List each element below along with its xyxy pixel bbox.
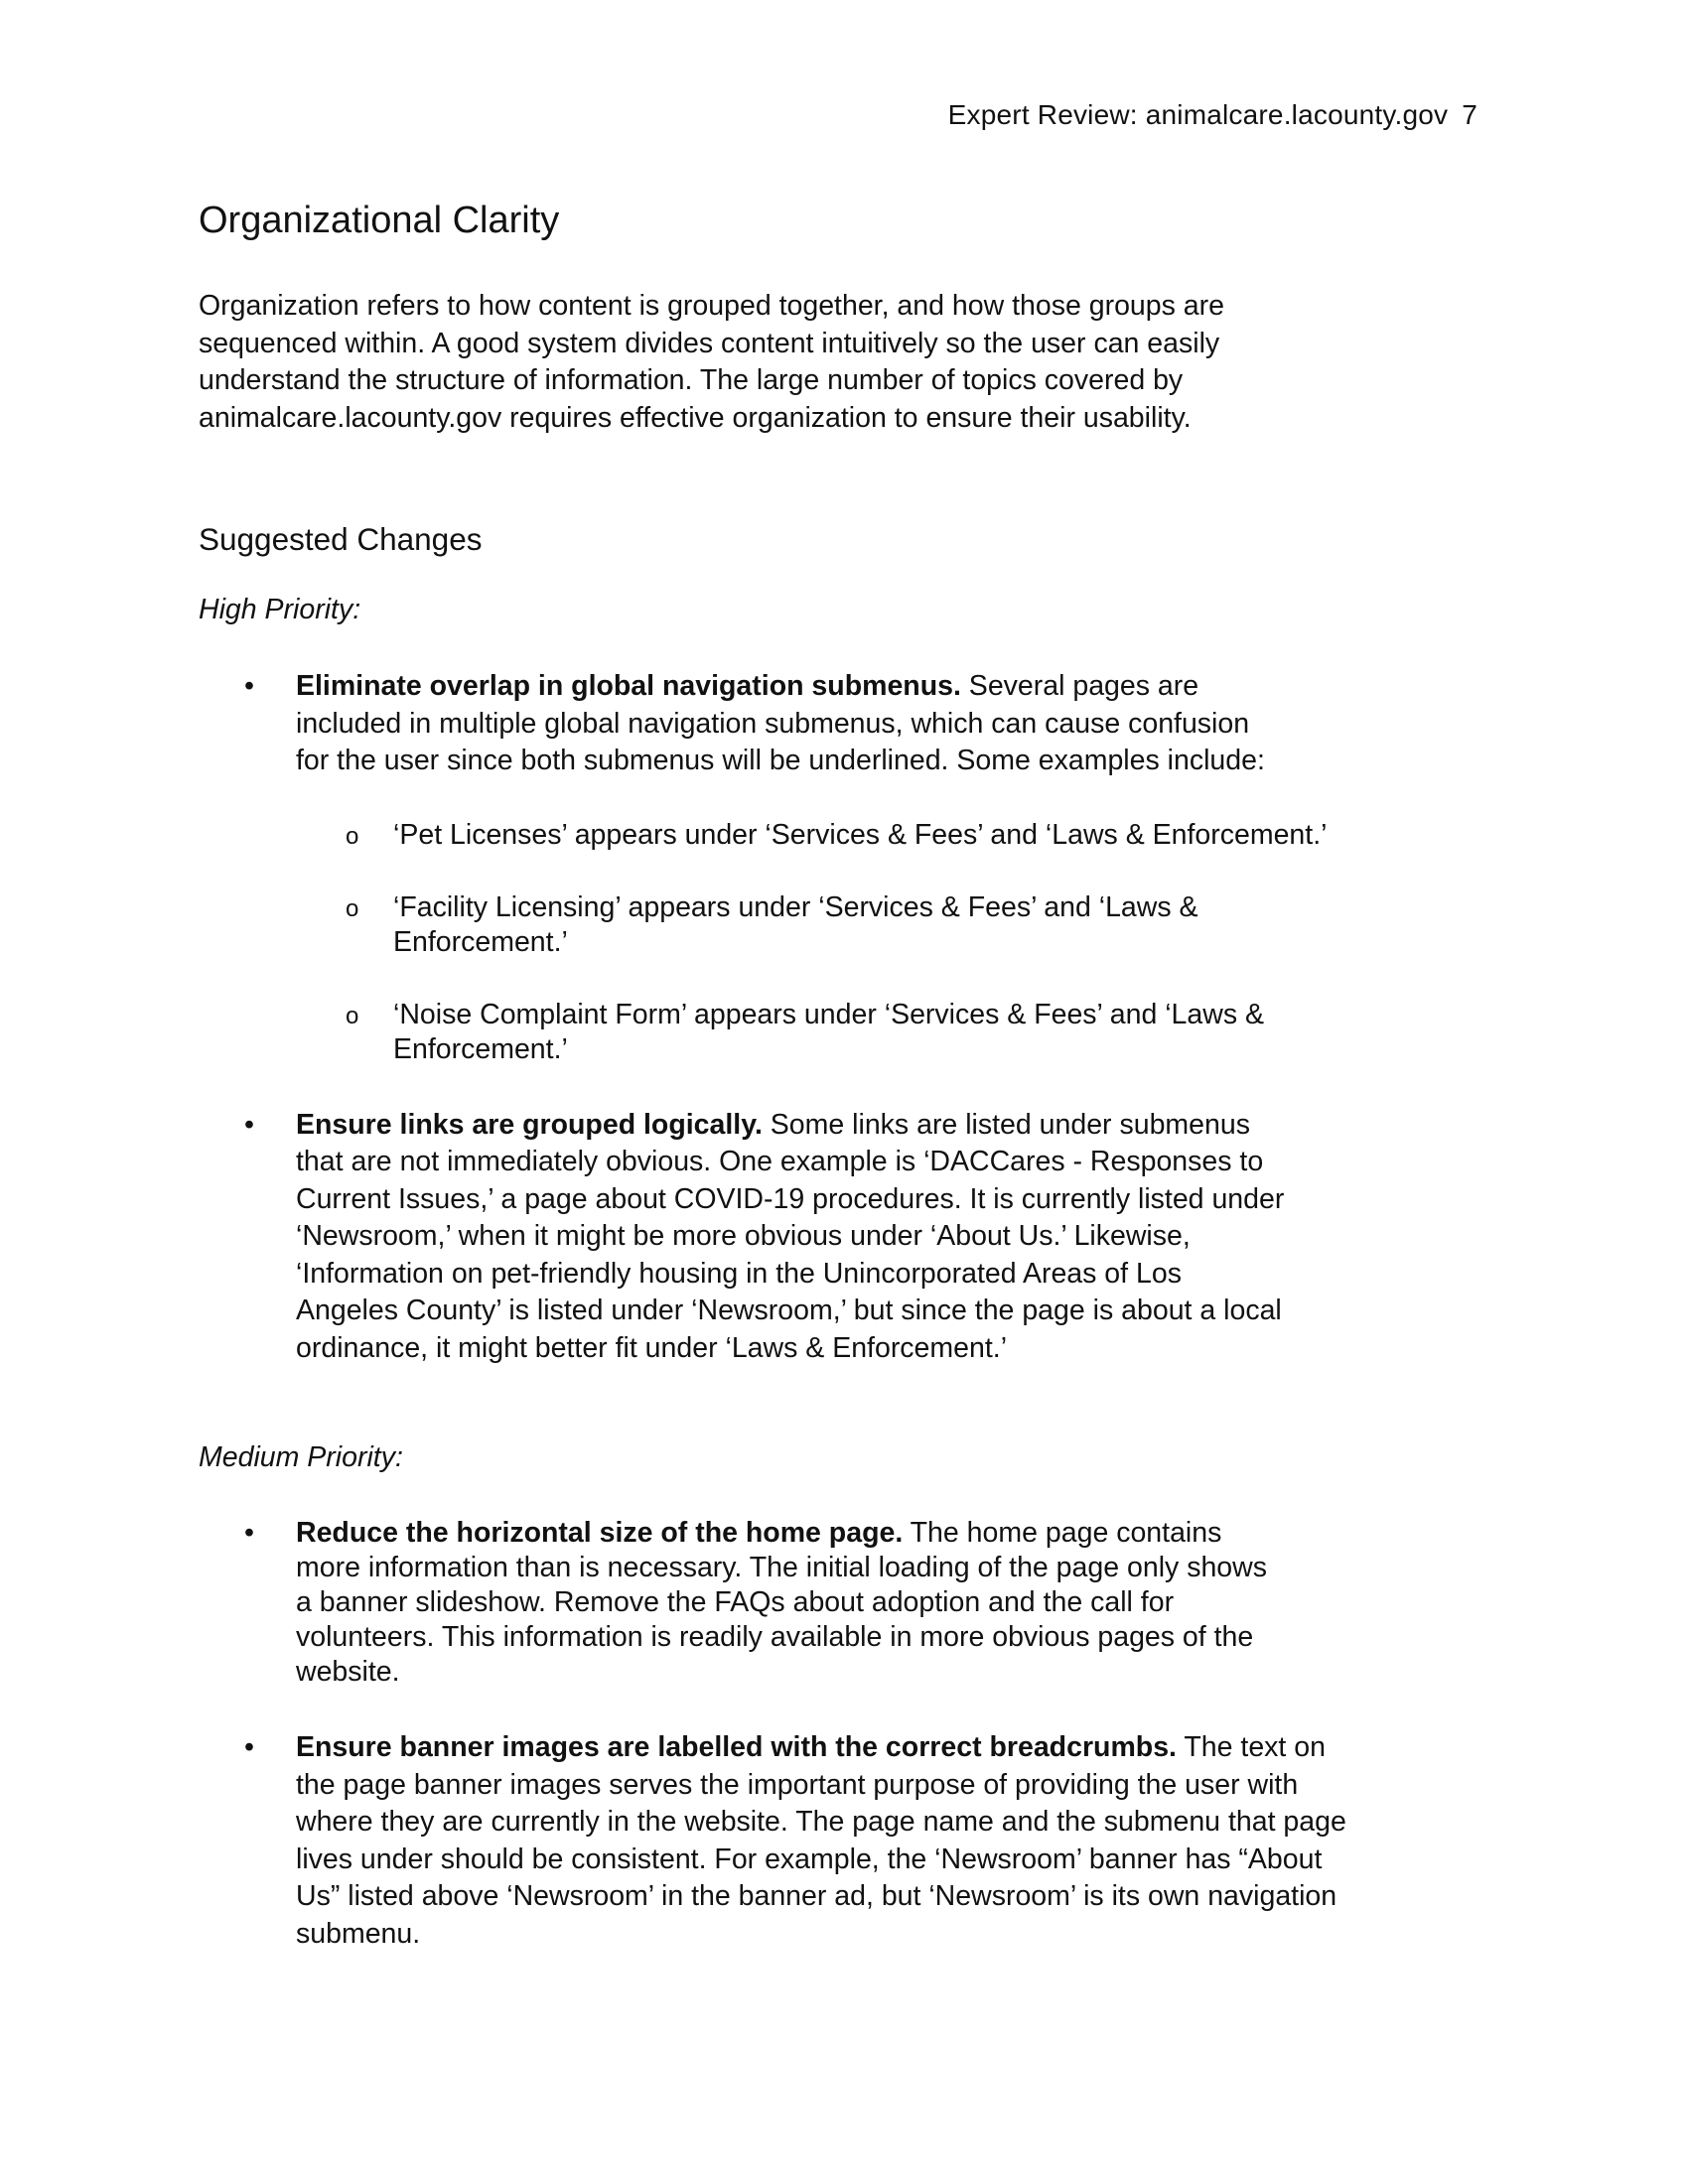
list-item: [199, 1107, 1289, 1368]
sub-item-text: ‘Pet Licenses’ appears under ‘Services & Fees’ and ‘Laws & Enforcement.’: [393, 818, 1328, 851]
bullet-icon: •: [244, 1108, 254, 1141]
item-bold-lead: Ensure banner images are labelled with the correct breadcrumbs.: [296, 1731, 1177, 1763]
item-text: Several pages are included in multiple global navigation submenus, which can cause confusion for the user since both submenus will be underlined. Some examples include:: [296, 670, 1265, 776]
section-title: Organizational Clarity: [199, 200, 560, 241]
sub-list-item: [294, 818, 1346, 853]
hollow-bullet-icon: o: [346, 1002, 359, 1029]
list-item: [199, 668, 1328, 1067]
medium-priority-label: Medium Priority:: [199, 1441, 403, 1473]
item-bold-lead: Ensure links are grouped logically.: [296, 1108, 763, 1141]
sub-item-text: ‘Noise Complaint Form’ appears under ‘Services & Fees’ and ‘Laws & Enforcement.’: [393, 998, 1265, 1065]
item-bold-lead: Reduce the horizontal size of the home page.: [296, 1517, 904, 1549]
medium-priority-list: [199, 1516, 1489, 1953]
page-number: 7: [1462, 99, 1477, 130]
bullet-icon: •: [244, 1731, 254, 1763]
suggested-changes-heading: Suggested Changes: [199, 521, 483, 557]
hollow-bullet-icon: o: [346, 894, 359, 922]
list-item: [199, 1516, 1289, 1690]
high-priority-label: High Priority:: [199, 594, 361, 625]
header-title: Expert Review: animalcare.lacounty.gov: [947, 99, 1449, 130]
high-priority-list: [199, 668, 1489, 1367]
page-content: [199, 195, 1489, 1953]
bullet-icon: •: [244, 670, 254, 702]
bullet-icon: •: [244, 1517, 254, 1549]
item-text: The text on the page banner images serves the important purpose of providing the user with where they are currently in the website. The page name and the submenu that page lives under should be consistent. For example, the ‘Newsroom’ banner has “About Us” listed above ‘Newsroom’ in the banner ad, but ‘Newsroom’ is its own navigation submenu.: [296, 1731, 1346, 1950]
intro-paragraph: Organization refers to how content is grouped together, and how those groups are sequenced within. A good system divides content intuitively so the user can easily understand the structure of information. The large number of topics covered by animalcare.lacounty.gov requires effective organization to ensure their usability.: [199, 290, 1224, 434]
running-header: [948, 99, 1477, 131]
item-bold-lead: Eliminate overlap in global navigation submenus.: [296, 670, 961, 702]
item-text: Some links are listed under submenus that are not immediately obvious. One example is ‘DACCares - Responses to Current Issues,’ a page about COVID-19 procedures. It is currently listed under ‘Newsroom,’ when it might be more obvious under ‘About Us.’ Likewise, ‘Information on pet-friendly housing in the Unincorporated Areas of Los Angeles County’ is listed under ‘Newsroom,’ but since the page is about a local ordinance, it might better fit under ‘Laws & Enforcement.’: [296, 1108, 1285, 1364]
item-text: The home page contains more information than is necessary. The initial loading of the page only shows a banner slideshow. Remove the FAQs about adoption and the call for volunteers. This information is readily available in more obvious pages of the website.: [296, 1517, 1267, 1688]
hollow-bullet-icon: o: [346, 822, 359, 850]
examples-sublist: [296, 818, 1328, 1067]
sub-list-item: [294, 890, 1346, 960]
sub-list-item: [294, 998, 1346, 1067]
list-item: [199, 1729, 1348, 1953]
sub-item-text: ‘Facility Licensing’ appears under ‘Services & Fees’ and ‘Laws & Enforcement.’: [393, 890, 1198, 958]
